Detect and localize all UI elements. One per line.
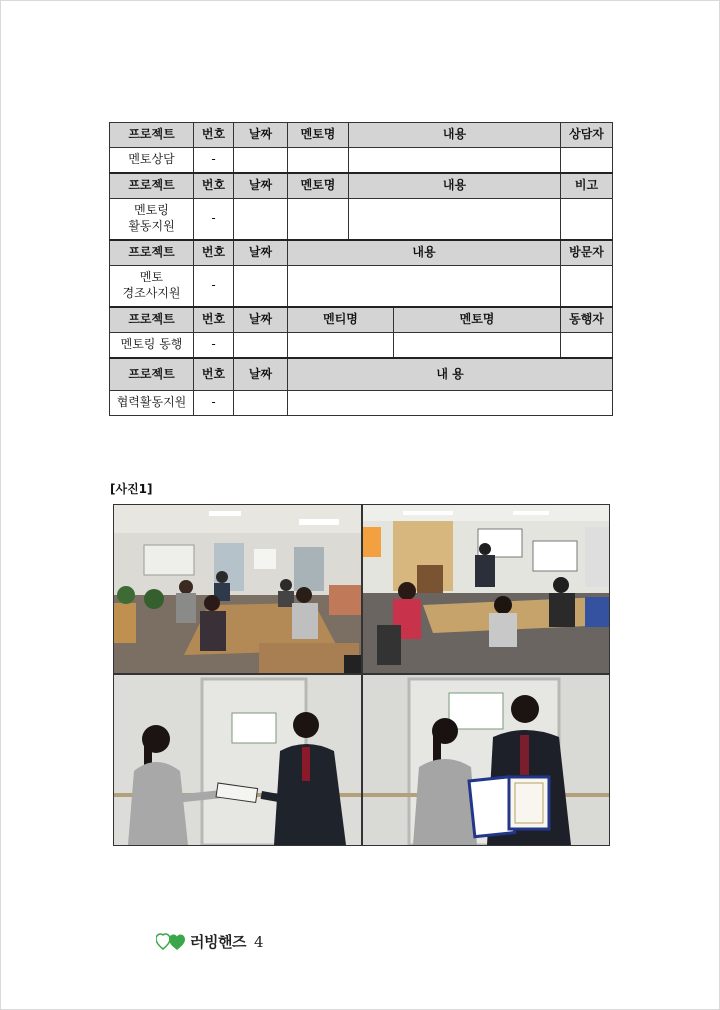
table-cell bbox=[561, 333, 613, 359]
table-cell bbox=[561, 266, 613, 308]
table-header-row bbox=[110, 307, 613, 333]
table-cell bbox=[288, 148, 349, 174]
table-row bbox=[110, 266, 613, 308]
header-cell: 날짜 bbox=[234, 123, 288, 148]
table-cell bbox=[234, 333, 288, 359]
table-cell bbox=[349, 148, 561, 174]
table-cell bbox=[394, 333, 561, 359]
table-header-row bbox=[110, 358, 613, 391]
header-cell: 비고 bbox=[561, 173, 613, 199]
header-cell: 내용 bbox=[349, 173, 561, 199]
footer-logo bbox=[156, 931, 264, 952]
table-cell bbox=[288, 266, 561, 308]
table-cell bbox=[349, 199, 561, 241]
table-header-row bbox=[110, 123, 613, 148]
hearts-logo-icon bbox=[156, 933, 186, 951]
header-cell: 방문자 bbox=[561, 240, 613, 266]
footer-brand: 러빙핸즈 bbox=[190, 933, 246, 951]
table-cell bbox=[234, 266, 288, 308]
header-cell: 프로젝트 bbox=[110, 307, 194, 333]
table-cell bbox=[288, 199, 349, 241]
table-cell: - bbox=[194, 199, 234, 241]
header-cell: 프로젝트 bbox=[110, 240, 194, 266]
table-header-row bbox=[110, 173, 613, 199]
table-cell bbox=[234, 391, 288, 416]
activity-table bbox=[109, 122, 613, 416]
table-cell: - bbox=[194, 391, 234, 416]
header-cell: 프로젝트 bbox=[110, 173, 194, 199]
project-name-cell: 멘토링 동행 bbox=[110, 333, 194, 359]
table-row bbox=[110, 148, 613, 174]
header-cell: 멘토명 bbox=[288, 173, 349, 199]
header-cell: 프로젝트 bbox=[110, 358, 194, 391]
header-cell: 날짜 bbox=[234, 173, 288, 199]
table-row bbox=[110, 391, 613, 416]
photo-certificate-handover bbox=[114, 675, 361, 845]
table-cell bbox=[234, 199, 288, 241]
table-cell: - bbox=[194, 148, 234, 174]
header-cell: 날짜 bbox=[234, 307, 288, 333]
header-cell: 번호 bbox=[194, 358, 234, 391]
header-cell: 날짜 bbox=[234, 240, 288, 266]
header-cell: 내용 bbox=[288, 240, 561, 266]
header-cell: 번호 bbox=[194, 307, 234, 333]
project-name-cell: 멘토상담 bbox=[110, 148, 194, 174]
header-cell: 번호 bbox=[194, 173, 234, 199]
header-cell: 멘티명 bbox=[288, 307, 394, 333]
project-name-cell: 협력활동지원 bbox=[110, 391, 194, 416]
header-cell: 날짜 bbox=[234, 358, 288, 391]
table-row bbox=[110, 199, 613, 241]
table-row bbox=[110, 333, 613, 359]
photo-certificate-pose bbox=[363, 675, 609, 845]
photo-seminar-room bbox=[363, 505, 609, 673]
header-cell: 번호 bbox=[194, 123, 234, 148]
table-header-row bbox=[110, 240, 613, 266]
header-cell: 동행자 bbox=[561, 307, 613, 333]
table-cell bbox=[561, 148, 613, 174]
table-cell: - bbox=[194, 266, 234, 308]
header-cell: 번호 bbox=[194, 240, 234, 266]
photo-section-label: [사진1] bbox=[110, 482, 153, 496]
table-cell: - bbox=[194, 333, 234, 359]
header-cell: 멘토명 bbox=[394, 307, 561, 333]
header-cell: 프로젝트 bbox=[110, 123, 194, 148]
table-cell bbox=[234, 148, 288, 174]
header-cell: 상담자 bbox=[561, 123, 613, 148]
photo-meeting-room bbox=[114, 505, 361, 673]
photo-grid bbox=[113, 504, 610, 846]
table-cell bbox=[288, 391, 613, 416]
header-cell: 멘토명 bbox=[288, 123, 349, 148]
project-name-cell: 멘토링 활동지원 bbox=[110, 199, 194, 241]
project-name-cell: 멘토 경조사지원 bbox=[110, 266, 194, 308]
table-cell bbox=[288, 333, 394, 359]
header-cell: 내 용 bbox=[288, 358, 613, 391]
table-cell bbox=[561, 199, 613, 241]
page-number: 4 bbox=[253, 932, 264, 951]
header-cell: 내용 bbox=[349, 123, 561, 148]
